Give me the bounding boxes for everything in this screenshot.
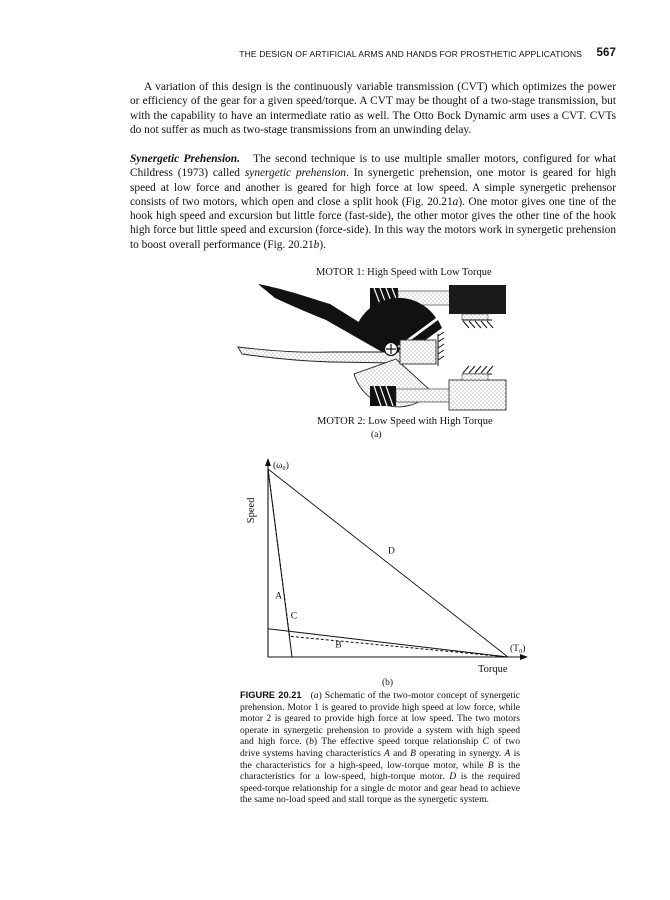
caption-emphasis: A bbox=[504, 747, 511, 759]
series-line-d bbox=[268, 469, 508, 657]
running-head bbox=[130, 47, 616, 63]
speed-torque-chart bbox=[240, 456, 530, 688]
caption-emphasis: a bbox=[313, 690, 319, 701]
caption-emphasis: b bbox=[309, 736, 314, 748]
caption-text: operating in synergy. bbox=[415, 747, 505, 759]
x-axis-arrow-icon bbox=[520, 654, 528, 660]
x-axis-label: Torque bbox=[478, 664, 508, 675]
panel-a-label: (a) bbox=[371, 430, 382, 440]
force-side-tine bbox=[238, 347, 400, 363]
figure-a-drawing bbox=[230, 262, 540, 444]
x-intercept-label: (T₀) bbox=[510, 644, 526, 654]
y-axis-label: Speed bbox=[246, 497, 257, 524]
chart-series bbox=[268, 469, 508, 657]
motor1-label: MOTOR 1: High Speed with Low Torque bbox=[316, 267, 492, 278]
curve-label-c: C bbox=[290, 611, 298, 622]
motor1-ground-hatch bbox=[462, 314, 493, 328]
curve-label-a: A bbox=[275, 591, 283, 602]
frame-ground-hatch bbox=[438, 332, 444, 366]
caption-text: ( bbox=[310, 690, 314, 701]
paragraph-synergetic-prehension bbox=[130, 152, 616, 252]
caption-emphasis: B bbox=[410, 747, 416, 759]
y-axis-arrow-icon bbox=[265, 458, 271, 466]
pivot-housing bbox=[400, 340, 436, 364]
caption-text: is the characteristics for a low-speed, high-torque motor. bbox=[240, 759, 520, 783]
caption-text: ) Schematic of the two-motor concept of synergetic prehension. Motor 1 is geared to provide high speed at low force, while motor 2 is geared to provide high force at low speed. The two motors operate in synergetic prehension to provide a system with high speed and high force. ( bbox=[240, 690, 520, 748]
curve-label-b: B bbox=[335, 640, 342, 651]
caption-text: ) The effective speed torque relationship bbox=[313, 736, 483, 748]
page-number: 567 bbox=[596, 47, 616, 59]
caption-text: of two drive systems having characteristics bbox=[240, 736, 521, 759]
caption-emphasis: C bbox=[482, 736, 490, 748]
paragraph-text: . In synergetic prehension, one motor is geared for high speed at low force and another is geared for high force at low speed. A simple synergetic prehensor consists of two motors, which open and close a split hook (Fig. 20.21 bbox=[130, 167, 616, 208]
y-intercept-label: (ω₀) bbox=[273, 461, 289, 471]
motor2-body bbox=[449, 380, 506, 410]
figure-a-schematic bbox=[230, 262, 540, 444]
paragraph-cvt: A variation of this design is the continuously variable transmission (CVT) which optimizes the power or efficiency of the gear for a given speed/torque. A CVT may be thought of a two-stage transmission, but with the capability to have an intermediate ratio as well. The Otto Bock Dynamic arm uses a CVT. CVTs do not suffer as much as two-stage transmissions from an unwinding delay. bbox=[130, 81, 616, 136]
figure-caption bbox=[240, 690, 520, 806]
paragraph-text: The second technique is to use multiple smaller motors, configured for what Childress (1973) called bbox=[130, 153, 616, 180]
chart-axes bbox=[265, 458, 528, 660]
run-in-heading: Synergetic Prehension. bbox=[130, 153, 240, 165]
figure-ref-emphasis: b bbox=[313, 238, 320, 251]
motor2-spring bbox=[370, 386, 396, 406]
paragraph-text: ). One motor gives one tine of the hook high speed and excursion but little force (fast-side), the other motor gives the other tine of the hook high force but little speed and excursion (force-side). In this way the motors work in synergetic prehension to boost overall performance (Fig. 20.21 bbox=[130, 195, 617, 251]
curve-label-d: D bbox=[388, 546, 395, 557]
term-emphasis: synergetic prehension bbox=[244, 167, 346, 180]
motor1-body bbox=[449, 285, 506, 314]
panel-b-label: (b) bbox=[382, 678, 394, 688]
series-line-b bbox=[268, 629, 508, 657]
caption-text: is the required speed-torque relationship for a single dc motor and gear head to achieve the same no-load speed and stall torque as the synergetic system. bbox=[240, 771, 521, 806]
caption-text: and bbox=[389, 747, 411, 759]
motor2-ground-hatch bbox=[462, 366, 493, 380]
caption-emphasis: B bbox=[487, 759, 494, 771]
figure-ref-emphasis: a bbox=[452, 195, 459, 208]
paragraph-text: ). bbox=[319, 238, 326, 251]
figure-b-chart bbox=[240, 456, 530, 688]
motor2-label: MOTOR 2: Low Speed with High Torque bbox=[317, 416, 493, 427]
running-head-title: THE DESIGN OF ARTIFICIAL ARMS AND HANDS FOR PROSTHETIC APPLICATIONS bbox=[239, 49, 582, 59]
motor2-rod bbox=[396, 389, 450, 402]
caption-text: is the characteristics for a high-speed, low-torque motor, while bbox=[240, 747, 520, 771]
caption-label: FIGURE 20.21 bbox=[240, 690, 302, 700]
caption-emphasis: A bbox=[383, 747, 390, 759]
caption-emphasis: D bbox=[449, 771, 457, 783]
